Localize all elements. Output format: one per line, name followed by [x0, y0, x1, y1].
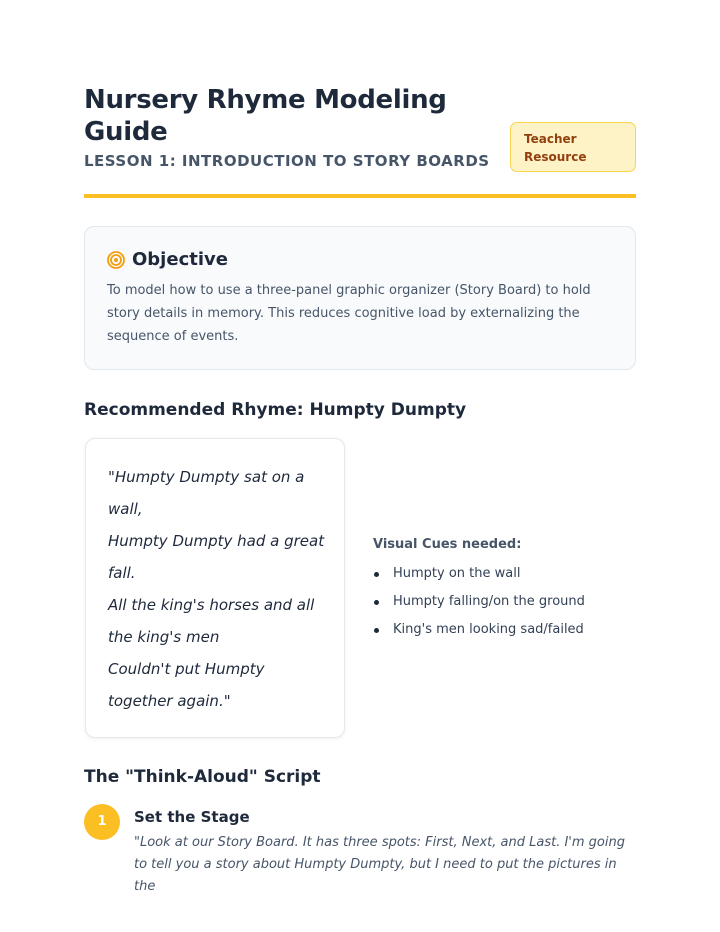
- header-divider: [84, 194, 636, 198]
- teacher-resource-badge: Teacher Resource: [510, 122, 636, 172]
- visual-cues-title: Visual Cues needed:: [373, 537, 522, 552]
- step-number-badge: 1: [84, 804, 120, 840]
- step-text: "Look at our Story Board. It has three spots: First, Next, and Last. I'm going to tell you a story about Humpty Dumpty, but I need to put the pictures in the: [134, 835, 625, 894]
- visual-cues: [373, 537, 633, 644]
- rhyme-line: "Humpty Dumpty sat on a wall,: [108, 468, 305, 518]
- objective-header: [107, 249, 613, 270]
- list-item: Humpty on the wall: [373, 560, 633, 588]
- objective-box: [84, 226, 636, 370]
- step-title: Set the Stage: [134, 808, 250, 826]
- script-heading: The "Think-Aloud" Script: [84, 767, 321, 787]
- rhyme-line: Couldn't put Humpty together again.": [108, 660, 265, 710]
- list-item: King's men looking sad/failed: [373, 616, 633, 644]
- visual-cues-list: [373, 560, 633, 644]
- page-title: Nursery Rhyme Modeling Guide: [84, 85, 447, 147]
- rhyme-line: Humpty Dumpty had a great fall.: [108, 532, 325, 582]
- rhyme-heading: Recommended Rhyme: Humpty Dumpty: [84, 400, 467, 420]
- list-item: Humpty falling/on the ground: [373, 588, 633, 616]
- page-header: [84, 84, 636, 170]
- lesson-subtitle: LESSON 1: INTRODUCTION TO STORY BOARDS: [84, 152, 490, 170]
- objective-text: To model how to use a three-panel graphic organizer (Story Board) to hold story details in memory. This reduces cognitive load by externalizing the sequence of events.: [107, 283, 591, 344]
- objective-heading: Objective: [132, 249, 228, 270]
- rhyme-card: [85, 438, 345, 738]
- rhyme-line: All the king's horses and all the king's men: [108, 596, 315, 646]
- target-icon: [107, 251, 125, 269]
